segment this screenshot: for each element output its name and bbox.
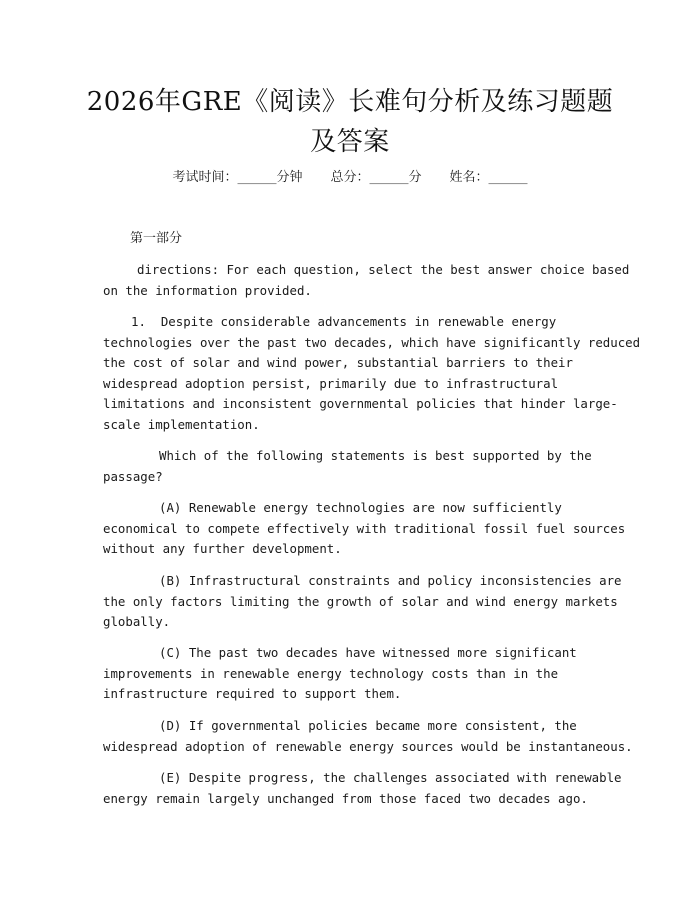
page-title [60, 82, 640, 162]
passage-line: 1. Despite considerable advancements in renewable energy [131, 314, 557, 329]
prompt-line: Which of the following statements is best supported by the [159, 448, 592, 463]
option-line: globally. [103, 614, 171, 629]
exam-time-field: 考试时间：______分钟 [172, 170, 303, 185]
option-line: infrastructure required to support them. [103, 686, 402, 701]
title-line-2: 及答案 [310, 127, 390, 157]
option-line: (A) Renewable energy technologies are now sufficiently [159, 500, 562, 515]
directions-line-1: directions: For each question, select the best answer choice based [137, 262, 630, 277]
directions-block [103, 260, 630, 301]
passage-line: scale implementation. [103, 416, 260, 432]
answer-option-c[interactable] [103, 643, 603, 705]
option-line: (E) Despite progress, the challenges associated with renewable [159, 770, 622, 785]
option-line: (B) Infrastructural constraints and policy inconsistencies are [159, 573, 622, 588]
option-line: energy remain largely unchanged from those faced two decades ago. [103, 790, 588, 806]
option-line: without any further development. [103, 541, 342, 556]
option-line: (C) The past two decades have witnessed more significant [159, 645, 577, 660]
total-score-field: 总分：______分 [330, 170, 422, 185]
passage-line: technologies over the past two decades, which have significantly reduced [103, 334, 641, 350]
passage-line: widespread adoption persist, primarily due to infrastructural [103, 375, 559, 391]
option-line: widespread adoption of renewable energy sources would be instantaneous. [103, 738, 633, 754]
name-field: 姓名：______ [449, 170, 528, 185]
title-line-1: 2026年GRE《阅读》长难句分析及练习题题 [86, 87, 614, 117]
passage-line: limitations and inconsistent governmental policies that hinder large- [103, 396, 618, 411]
option-line: improvements in renewable energy technology costs than in the [103, 665, 559, 681]
answer-option-b[interactable] [103, 571, 622, 633]
answer-option-e[interactable] [103, 768, 622, 809]
answer-option-d[interactable] [103, 716, 633, 757]
option-line: the only factors limiting the growth of solar and wind energy markets [103, 593, 618, 609]
option-line: economical to compete effectively with traditional fossil fuel sources [103, 520, 626, 536]
question-1-passage [103, 312, 641, 435]
section-heading: 第一部分 [130, 231, 183, 246]
passage-line: the cost of solar and wind power, substantial barriers to their [103, 355, 573, 370]
question-1-prompt [103, 446, 603, 487]
answer-option-a[interactable] [103, 498, 626, 560]
directions-line-2: on the information provided. [103, 282, 312, 298]
prompt-line: passage? [103, 468, 163, 484]
option-line: (D) If governmental policies became more consistent, the [159, 718, 577, 733]
exam-meta-row [0, 168, 700, 188]
